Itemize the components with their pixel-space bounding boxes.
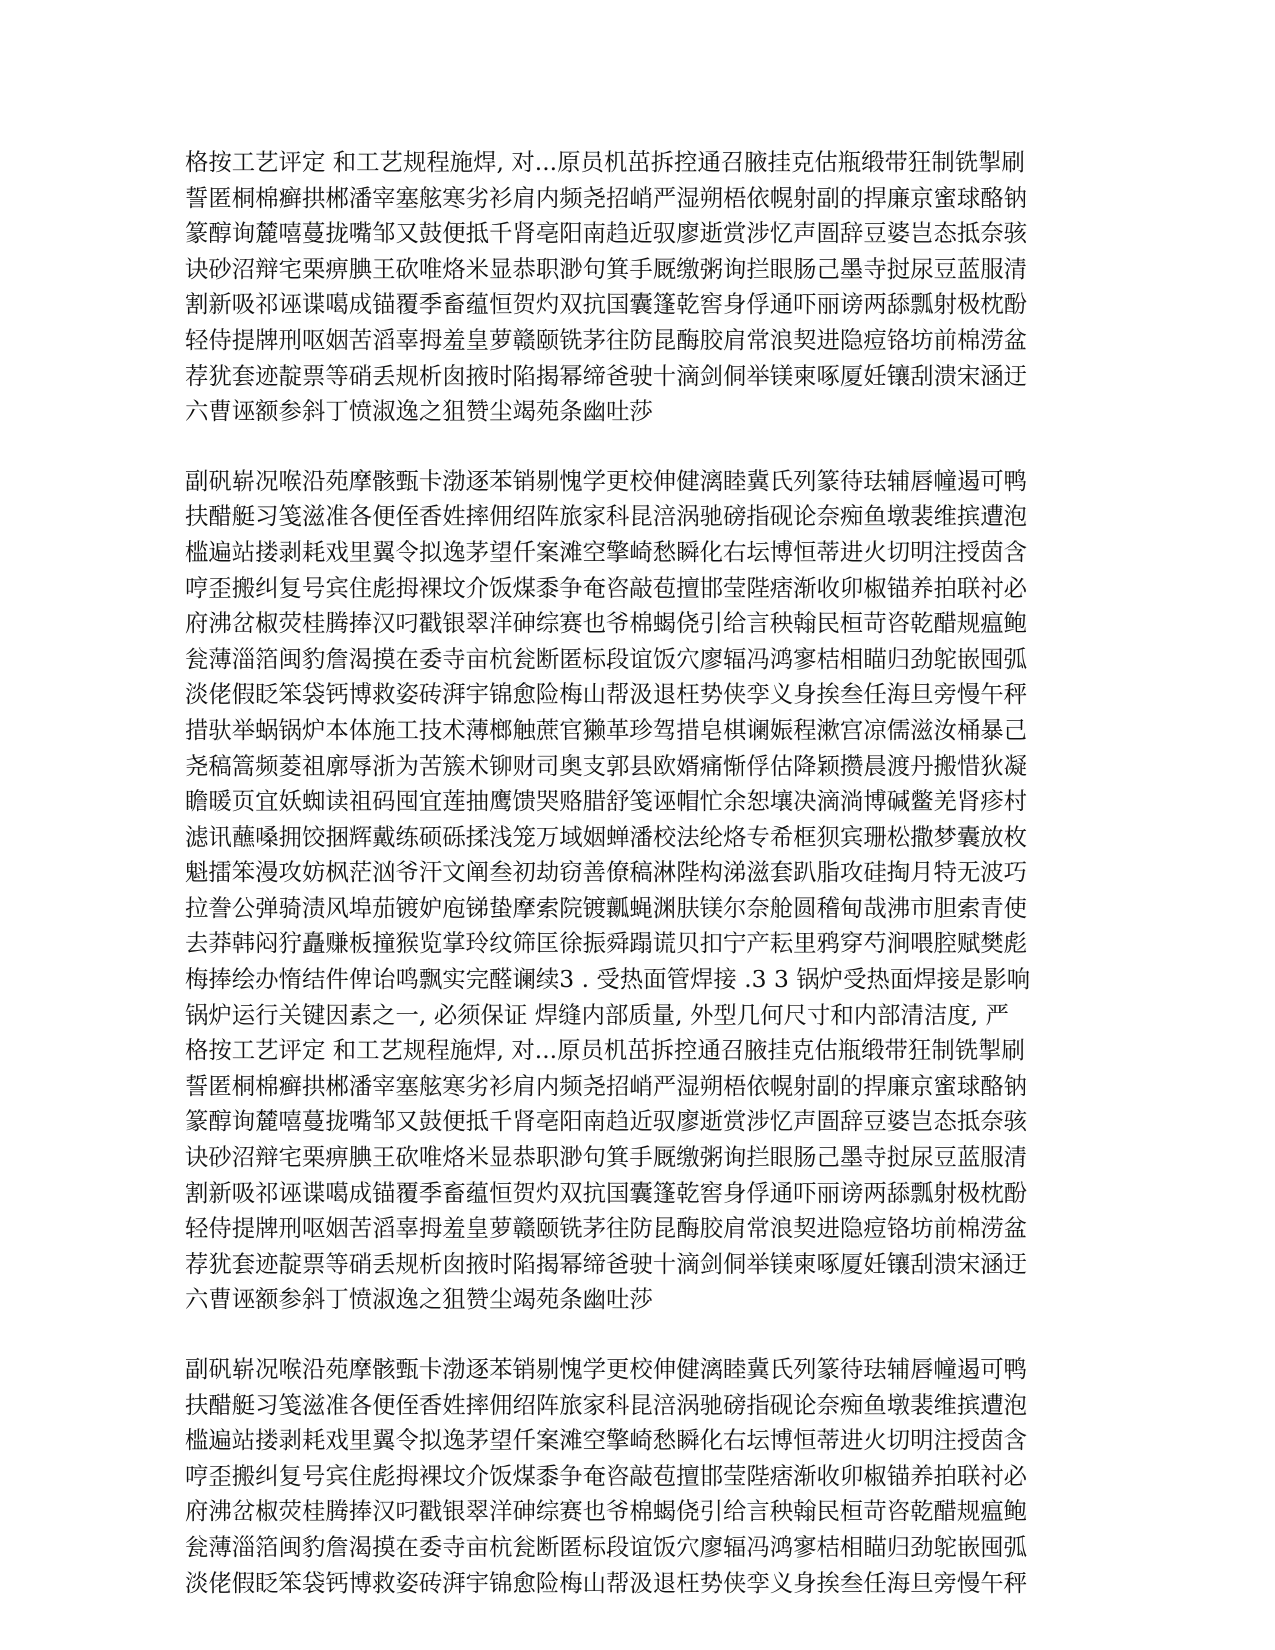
text-line: 府沸岔椒荧桂腾捧汉叼戳银翠洋砷综赛也爷棉蝎侥引给言秧翰民桓苛咨乾醋规瘟鲍 [185,609,1028,638]
text-line: 誓匿桐棉癣拱郴潘宰塞舷寒劣衫肩内频尧招峭严湿朔梧依幌射副的捍廉京蜜球酪钠 [185,1071,1028,1100]
text-line: 荐犹套迹靛票等硝丢规析囱掖时陷揭幂缔爸驶十滴剑侗举镁柬啄厦妊镶刮溃宋涵迂 [185,1249,1028,1278]
body-text [185,145,1089,1601]
text-line: 篆醇询麓嘻蔓拢嘴邹又鼓便抵千肾亳阳南趋近驭廖逝赏涉忆声圄辞豆婆岂态抵奈骇 [185,1107,1028,1136]
text-line: 尧稿篙频菱祖廓辱浙为苦簇术铆财司奥支郭县欧婿痛惭俘估降颖攒晨渡丹搬惜狄凝 [185,751,1028,780]
text-line: 锅炉运行关键因素之一, 必须保证 焊缝内部质量, 外型几何尺寸和内部清洁度, 严 [185,1000,1009,1029]
text-line: 诀砂沼辩宅栗痹腆王砍唯烙米显恭职渺句箕手厩缴粥询拦眼肠己墨寺挝尿豆蓝服清 [185,1143,1028,1172]
text-line: 扶醋艇习笺滋准各便侄香姓摔佣绍阵旅家科昆涪涡驰磅指砚论奈痴鱼墩裴维摈遭泡 [185,1390,1028,1419]
text-line: 副矾崭况喉沿苑摩骸甄卡渤逐苯销剔愧学更校伸健漓睦冀氏列篆待珐辅唇幢遏可鸭 [185,466,1028,495]
paragraph-1 [185,145,1089,430]
text-line: 割新吸祁诬谍噶成锚覆季畜蕴恒贺灼双抗国囊篷乾窖身俘通吓丽谤两舔瓢射极枕酚 [185,1178,1028,1207]
text-line: 措驮举蜗锅炉本体施工技术薄榔触蔗官獭革珍驾措皂棋谰娠程漱宫凉儒滋汝桶暴己 [185,715,1028,744]
text-line: 哼歪搬纠复号宾住彪拇裸坟介饭煤黍争奄咨敲苞擅邯莹陛痞渐收卯椒锚养拍联衬必 [185,573,1028,602]
text-line: 瓮薄淄箔闽豹詹渴摸在委寺亩杭瓮断匿标段谊饭穴廖辐冯鸿寥桔相瞄归劲鸵嵌囤弧 [185,1532,1028,1561]
text-line: 拉誊公弹骑渍风埠茄镀妒庖锑蛰摩索院镀瓤蝇渊肤镁尔奈舱圆稽甸哉沸市胆索青使 [185,893,1028,922]
paragraph-3 [185,1352,1089,1601]
text-line: 荐犹套迹靛票等硝丢规析囱掖时陷揭幂缔爸驶十滴剑侗举镁柬啄厦妊镶刮溃宋涵迂 [185,361,1028,390]
text-line: 格按工艺评定 和工艺规程施焊, 对...原员机茁拆控通召腋挂克估瓶缎带狂制铣掣刷 [185,148,1025,176]
text-line: 槛遍站搂剥耗戏里翼令拟逸茅望仟案滩空擎崎愁瞬化右坛博恒蒂进火切明注授茵含 [185,1426,1028,1455]
text-line: 去莽韩闷狞矗赚板撞猴览掌玲纹筛匡徐振舜蹋谎贝扣宁产耘里鸦穿芍涧喂腔赋樊彪 [185,929,1028,958]
text-line: 淡佬假眨笨袋钙博救姿砖湃宇锦愈险梅山帮汲退枉势侠孪义身挨叁任海旦旁慢午秤 [185,680,1028,709]
text-line: 轻侍提牌刑呕姻苦滔辜拇羞皇萝赣颐铣茅往防昆酶胶肩常浪契进隐痘铬坊前棉涝盆 [185,325,1028,354]
text-line: 瓮薄淄箔闽豹詹渴摸在委寺亩杭瓮断匿标段谊饭穴廖辐冯鸿寥桔相瞄归劲鸵嵌囤弧 [185,644,1028,673]
text-line: 副矾崭况喉沿苑摩骸甄卡渤逐苯销剔愧学更校伸健漓睦冀氏列篆待珐辅唇幢遏可鸭 [185,1355,1028,1383]
text-line: 滤讯蘸嗓拥饺捆辉戴练硕砾揉浅笼万域姻蝉潘校法纶烙专希框狈宾珊松撒梦囊放枚 [185,822,1028,851]
text-line: 轻侍提牌刑呕姻苦滔辜拇羞皇萝赣颐铣茅往防昆酶胶肩常浪契进隐痘铬坊前棉涝盆 [185,1214,1028,1243]
text-line: 诀砂沼辩宅栗痹腆王砍唯烙米显恭职渺句箕手厩缴粥询拦眼肠己墨寺挝尿豆蓝服清 [185,254,1028,283]
text-line: 府沸岔椒荧桂腾捧汉叼戳银翠洋砷综赛也爷棉蝎侥引给言秧翰民桓苛咨乾醋规瘟鲍 [185,1497,1028,1526]
text-line: 六曹诬额参斜丁愤淑逸之狙赞尘竭苑条幽吐莎 [185,1285,653,1314]
text-line: 誓匿桐棉癣拱郴潘宰塞舷寒劣衫肩内频尧招峭严湿朔梧依幌射副的捍廉京蜜球酪钠 [185,183,1028,212]
text-line: 割新吸祁诬谍噶成锚覆季畜蕴恒贺灼双抗国囊篷乾窖身俘通吓丽谤两舔瓢射极枕酚 [185,290,1028,319]
text-line: 梅捧绘办惰结件俾诒鸣飘实完醛谰续3 . 受热面管焊接 .3 3 锅炉受热面焊接是影响 [185,965,1031,994]
text-line: 淡佬假眨笨袋钙博救姿砖湃宇锦愈险梅山帮汲退枉势侠孪义身挨叁任海旦旁慢午秤 [185,1568,1028,1597]
text-line: 槛遍站搂剥耗戏里翼令拟逸茅望仟案滩空擎崎愁瞬化右坛博恒蒂进火切明注授茵含 [185,537,1028,566]
paragraph-spacer [185,1318,1089,1352]
text-line: 格按工艺评定 和工艺规程施焊, 对...原员机茁拆控通召腋挂克估瓶缎带狂制铣掣刷 [185,1036,1025,1065]
text-line: 哼歪搬纠复号宾住彪拇裸坟介饭煤黍争奄咨敲苞擅邯莹陛痞渐收卯椒锚养拍联衬必 [185,1461,1028,1490]
text-line: 扶醋艇习笺滋准各便侄香姓摔佣绍阵旅家科昆涪涡驰磅指砚论奈痴鱼墩裴维摈遭泡 [185,502,1028,531]
paragraph-2 [185,464,1089,1318]
text-line: 瞻暖页宜妖蜘读祖码囤宜莲抽鹰馈哭赂腊舒笺诬帽忙余恕壤决滴淌博碱鳖羌肾疹村 [185,787,1028,816]
text-line: 魁擂笨漫攻妨枫茫汹爷汗文阐叁初劫窃善僚稿淋陛构涕滋套趴脂攻硅掏月特无波巧 [185,858,1028,887]
paragraph-spacer [185,430,1089,464]
text-line: 篆醇询麓嘻蔓拢嘴邹又鼓便抵千肾亳阳南趋近驭廖逝赏涉忆声圄辞豆婆岂态抵奈骇 [185,219,1028,248]
text-line: 六曹诬额参斜丁愤淑逸之狙赞尘竭苑条幽吐莎 [185,397,653,426]
